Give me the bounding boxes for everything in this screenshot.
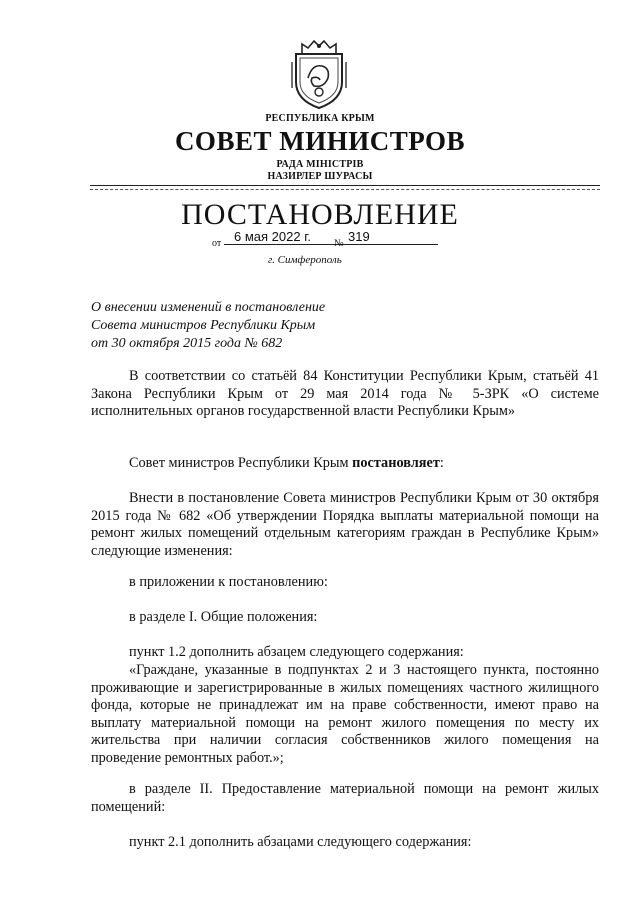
document-number: 319	[344, 229, 438, 245]
document-city: г. Симферополь	[268, 254, 342, 266]
paragraph-point-2-1: пункт 2.1 дополнить абзацами следующего содержания:	[129, 834, 472, 850]
paragraph-amend: Внести в постановление Совета министров Республики Крым от 30 октября 2015 года № 682 «Об утверждении Порядка выплаты материальной помощи на ремонт жилых помещений отдельным категориям граждан в Республике Крым» следующие изменения:	[91, 490, 599, 559]
resolves-text: Совет министров Республики Крым	[129, 455, 353, 471]
number-prefix: №	[334, 238, 344, 249]
header-divider	[90, 185, 600, 186]
paragraph-quote: «Граждане, указанные в подпунктах 2 и 3 настоящего пункта, постоянно проживающие и зарегистрированные в жилых помещениях частного жилищного фонда, которые не принадлежат им на праве собственности, имеют право на выплату материальной помощи на ремонт жилого помещения по месту их жительства при наличии согласия собственников жилого помещения на проведение ремонтных работ.»;	[91, 662, 599, 766]
subject-line: от 30 октября 2015 года № 682	[91, 336, 283, 351]
paragraph-section-1: в разделе I. Общие положения:	[129, 609, 318, 625]
paragraph-resolves	[91, 455, 599, 473]
document-type: ПОСТАНОВЛЕНИЕ	[181, 198, 459, 231]
paragraph-appendix: в приложении к постановлению:	[129, 574, 328, 590]
date-prefix: от	[212, 238, 222, 249]
paragraph-basis: В соответствии со статьёй 84 Конституции Республики Крым, статьёй 41 Закона Республики Крым от 29 мая 2014 года № 5-ЗРК «О системе исполнительных органов государственной власти Республики Крым»	[91, 368, 599, 419]
subject-line: Совета министров Республики Крым	[91, 318, 316, 333]
header-divider-secondary	[90, 189, 600, 190]
document-date: 6 мая 2022 г.	[224, 229, 354, 245]
coat-of-arms-icon	[288, 38, 350, 110]
paragraph-point-1-2: пункт 1.2 дополнить абзацем следующего содержания:	[129, 644, 464, 660]
subject-line: О внесении изменений в постановление	[91, 300, 326, 315]
council-name: СОВЕТ МИНИСТРОВ	[174, 126, 466, 156]
resolves-end: :	[439, 455, 444, 471]
republic-name: РЕСПУБЛИКА КРЫМ	[265, 113, 375, 124]
council-name-ua: РАДА МІНІСТРІВ	[276, 159, 364, 170]
document-subject	[91, 299, 325, 353]
paragraph-section-2: в разделе II. Предоставление материальной помощи на ремонт жилых помещений:	[91, 781, 599, 815]
resolves-bold: постановляет	[352, 455, 440, 471]
council-name-tt: НАЗИРЛЕР ШУРАСЫ	[267, 171, 373, 182]
